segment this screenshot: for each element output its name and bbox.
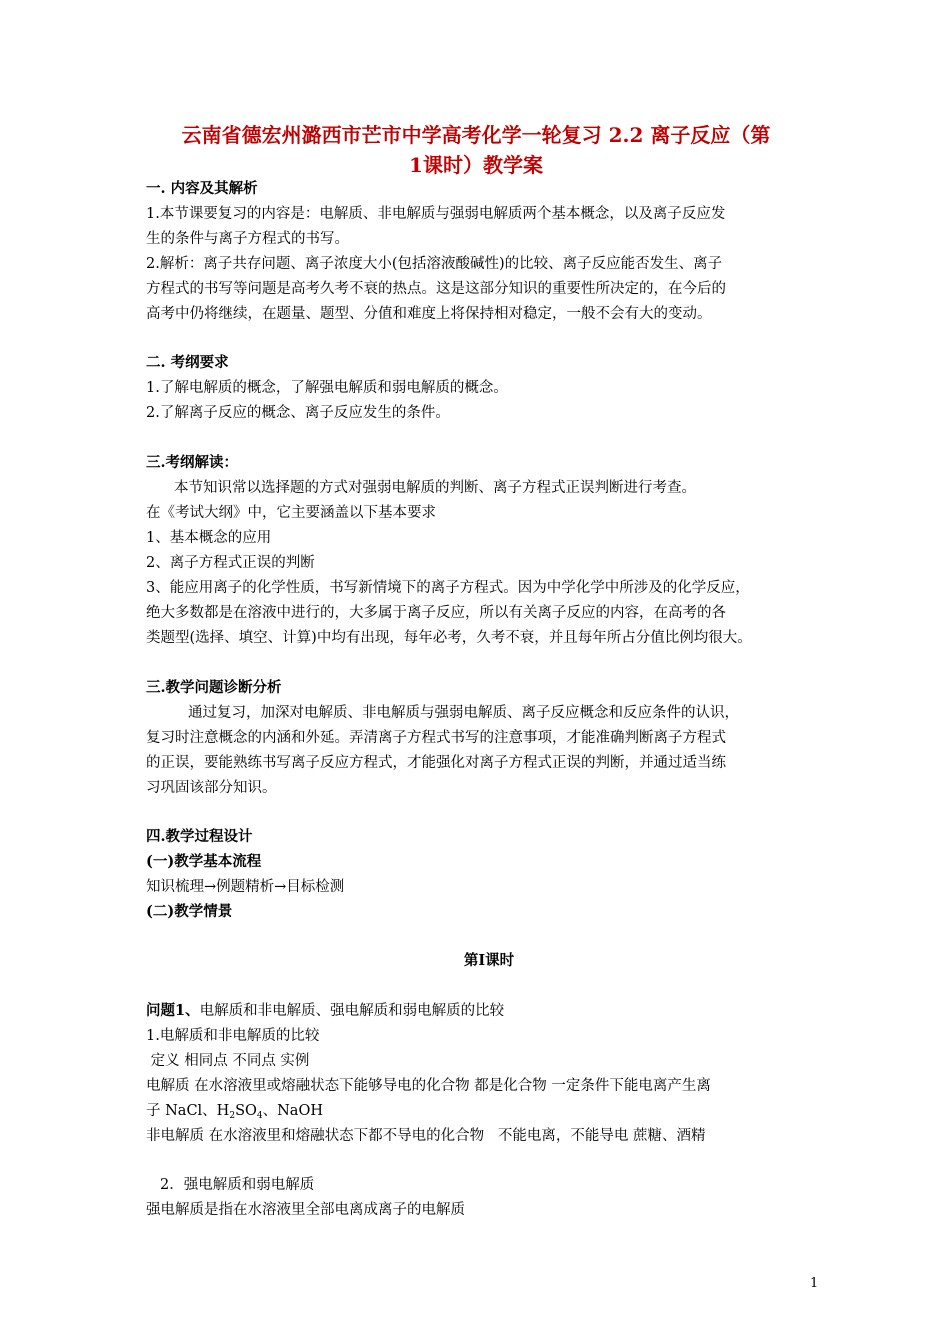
document-title [120,120,832,180]
paragraph-line: 1.了解电解质的概念，了解强电解质和弱电解质的概念。 [146,380,508,396]
text-fragment: 、NaOH [262,1103,323,1119]
table-header-row: 定义 相同点 不同点 实例 [146,1053,310,1069]
lesson-heading: 第Ⅰ课时 [463,952,515,969]
paragraph-line: 本节知识常以选择题的方式对强弱电解质的判断、离子方程式正误判断进行考查。 [174,480,696,496]
paragraph-line: 2.了解离子反应的概念、离子反应发生的条件。 [146,405,450,421]
subheading-flow: (一)教学基本流程 [146,853,262,870]
section-heading-interpretation: 三.考纲解读： [146,454,239,471]
subheading: 1.电解质和非电解质的比较 [146,1028,320,1044]
question-label: 问题1、 [146,1002,200,1019]
section-heading-content: 一. 内容及其解析 [146,180,258,197]
subscript: 2 [229,1111,236,1121]
paragraph-line: 2、离子方程式正误的判断 [146,555,315,571]
section-heading-diagnosis: 三.教学问题诊断分析 [146,679,282,696]
paragraph-line: 类题型(选择、填空、计算)中均有出现，每年必考，久考不衰，并且每年所占分值比例均很大。 [146,630,752,646]
page-number: 1 [810,1276,819,1291]
subheading: 2．强电解质和弱电解质 [160,1177,315,1193]
subheading-scenario: (二)教学情景 [146,903,233,920]
table-row-electrolyte-cont [146,1102,826,1120]
section-heading-syllabus: 二. 考纲要求 [146,354,229,371]
flow-line: 知识梳理→例题精析→目标检测 [146,879,345,895]
text-fragment: SO [235,1103,257,1119]
text-fragment: 子 NaCl、H [146,1103,230,1119]
paragraph-line: 2.解析：离子共存问题、离子浓度大小(包括溶液酸碱性)的比较、离子反应能否发生、离子 [146,256,723,272]
section-heading-process: 四.教学过程设计 [146,828,253,845]
paragraph-line: 1.本节课要复习的内容是：电解质、非电解质与强弱电解质两个基本概念，以及离子反应发 [146,206,726,222]
paragraph-line: 1、基本概念的应用 [146,530,272,546]
paragraph-line: 绝大多数都是在溶液中进行的，大多属于离子反应，所以有关离子反应的内容，在高考的各 [146,605,726,621]
title-line-1: 云南省德宏州潞西市芒市中学高考化学一轮复习 2.2 离子反应（第 [181,123,771,147]
paragraph-line: 的正误，要能熟练书写离子反应方程式，才能强化对离子方程式正误的判断，并通过适当练 [146,755,726,771]
question-1 [146,1002,826,1020]
paragraph-line: 习巩固该部分知识。 [146,780,277,796]
paragraph-line: 生的条件与离子方程式的书写。 [146,231,349,247]
paragraph-line: 通过复习，加深对电解质、非电解质与强弱电解质、离子反应概念和反应条件的认识， [188,705,739,721]
table-row-electrolyte: 电解质 在水溶液里或熔融状态下能够导电的化合物 都是化合物 一定条件下能电离产生离 [146,1078,711,1094]
paragraph-line: 高考中仍将继续，在题量、题型、分值和难度上将保持相对稳定，一般不会有大的变动。 [146,306,712,322]
paragraph-line: 复习时注意概念的内涵和外延。弄清离子方程式书写的注意事项，才能准确判断离子方程式 [146,730,726,746]
paragraph-line: 在《考试大纲》中，它主要涵盖以下基本要求 [146,505,436,521]
question-text: 电解质和非电解质、强电解质和弱电解质的比较 [199,1003,505,1019]
title-line-2: 1课时）教学案 [409,153,543,177]
definition-line: 强电解质是指在水溶液里全部电离成离子的电解质 [146,1202,465,1218]
table-row-nonelectrolyte: 非电解质 在水溶液里和熔融状态下都不导电的化合物 不能电离，不能导电 蔗糖、酒精 [146,1128,706,1144]
subscript: 4 [256,1111,263,1121]
paragraph-line: 3、能应用离子的化学性质，书写新情境下的离子方程式。因为中学化学中所涉及的化学反应， [146,580,750,596]
paragraph-line: 方程式的书写等问题是高考久考不衰的热点。这是这部分知识的重要性所决定的，在今后的 [146,281,726,297]
